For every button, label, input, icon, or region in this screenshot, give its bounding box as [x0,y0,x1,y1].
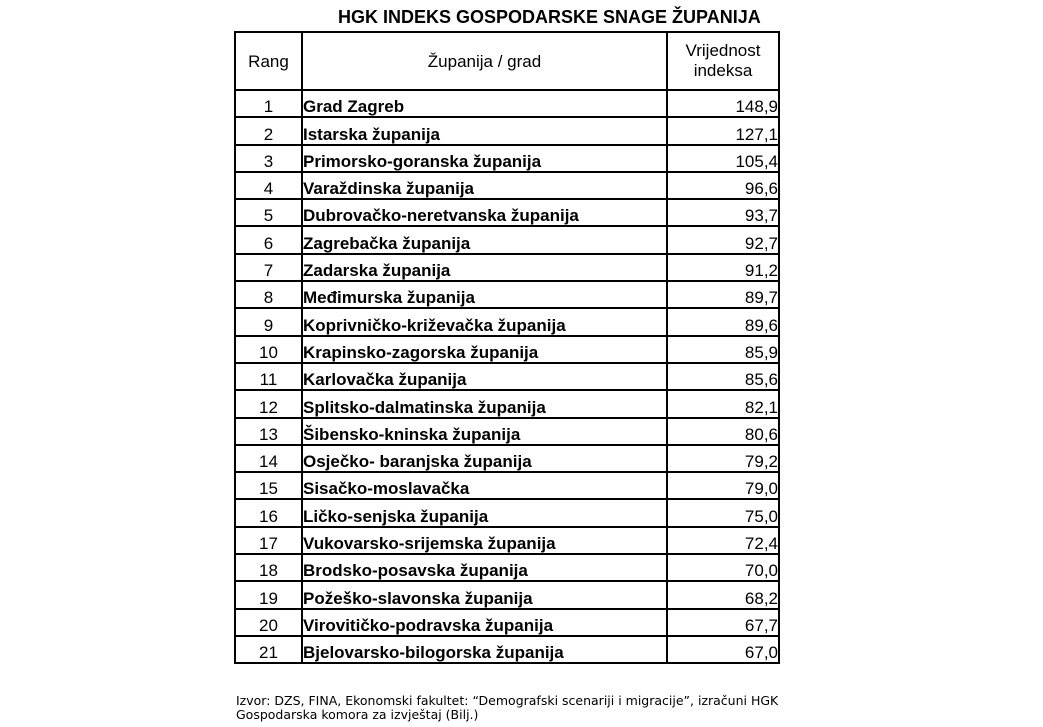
cell-name: Splitsko-dalmatinska županija [302,390,667,417]
cell-name: Sisačko-moslavačka [302,472,667,499]
cell-value: 75,0 [667,499,779,526]
table-row [235,554,779,581]
table-row [235,145,779,172]
cell-rank: 12 [235,390,302,417]
index-table [234,31,780,664]
cell-value: 91,2 [667,254,779,281]
table-row [235,581,779,608]
cell-name: Vukovarsko-srijemska županija [302,527,667,554]
table-row [235,336,779,363]
table-row [235,445,779,472]
cell-rank: 16 [235,499,302,526]
cell-value: 80,6 [667,418,779,445]
table-row [235,90,779,117]
source-note-line2 [236,707,479,722]
cell-name: Primorsko-goranska županija [302,145,667,172]
cell-rank: 11 [235,363,302,390]
cell-rank: 8 [235,281,302,308]
cell-rank: 7 [235,254,302,281]
cell-value: 82,1 [667,390,779,417]
cell-rank: 13 [235,418,302,445]
cell-rank: 4 [235,172,302,199]
cell-rank: 6 [235,226,302,253]
table-row [235,499,779,526]
cell-name: Međimurska županija [302,281,667,308]
cell-value: 67,7 [667,609,779,636]
cell-name: Osječko- baranjska županija [302,445,667,472]
cell-name: Varaždinska županija [302,172,667,199]
table-row [235,281,779,308]
header-name: Županija / grad [302,32,667,90]
cell-rank: 14 [235,445,302,472]
cell-rank: 20 [235,609,302,636]
cell-name: Brodsko-posavska županija [302,554,667,581]
header-value [667,32,779,90]
cell-rank: 10 [235,336,302,363]
cell-name: Grad Zagreb [302,90,667,117]
cell-value: 89,7 [667,281,779,308]
cell-name: Ličko-senjska županija [302,499,667,526]
cell-value: 93,7 [667,199,779,226]
page-title: HGK INDEKS GOSPODARSKE SNAGE ŽUPANIJA [338,7,761,27]
cell-name: Bjelovarsko-bilogorska županija [302,636,667,663]
table-row [235,226,779,253]
cell-name: Zagrebačka županija [302,226,667,253]
cell-rank: 5 [235,199,302,226]
source-note: Izvor: DZS, FINA, Ekonomski fakultet: “Demografski scenariji i migracije”, izračuni HGK [236,693,779,708]
cell-rank: 17 [235,527,302,554]
cell-value: 127,1 [667,117,779,144]
cell-name: Dubrovačko-neretvanska županija [302,199,667,226]
cell-value: 89,6 [667,308,779,335]
cell-name: Karlovačka županija [302,363,667,390]
cell-value: 70,0 [667,554,779,581]
header-value-line1: Vrijednost [685,40,761,60]
cell-value: 96,6 [667,172,779,199]
cell-name: Krapinsko-zagorska županija [302,336,667,363]
cell-value: 85,6 [667,363,779,390]
table-row [235,172,779,199]
cell-value: 72,4 [667,527,779,554]
cell-rank: 2 [235,117,302,144]
cell-rank: 1 [235,90,302,117]
cell-rank: 9 [235,308,302,335]
table-row [235,609,779,636]
table-row [235,418,779,445]
cell-name: Istarska županija [302,117,667,144]
cell-value: 68,2 [667,581,779,608]
cell-rank: 18 [235,554,302,581]
table-row [235,390,779,417]
table-header-row [235,32,779,90]
table-row [235,527,779,554]
cell-value: 105,4 [667,145,779,172]
cell-name: Koprivničko-križevačka županija [302,308,667,335]
table-body [235,90,779,663]
table-row [235,117,779,144]
cell-name: Virovitičko-podravska županija [302,609,667,636]
table-row [235,199,779,226]
cell-name: Šibensko-kninska županija [302,418,667,445]
table-row [235,308,779,335]
cell-value: 67,0 [667,636,779,663]
cell-value: 148,9 [667,90,779,117]
cell-rank: 19 [235,581,302,608]
source-note-line2-text: Gospodarska komora za izvještaj (Bilj.) [236,707,479,722]
cell-value: 85,9 [667,336,779,363]
cell-name: Požeško-slavonska županija [302,581,667,608]
table-row [235,472,779,499]
cell-value: 79,0 [667,472,779,499]
cell-value: 79,2 [667,445,779,472]
header-rank: Rang [235,32,302,90]
cell-name: Zadarska županija [302,254,667,281]
table-row [235,254,779,281]
table-row [235,363,779,390]
cell-value: 92,7 [667,226,779,253]
header-value-line2: indeksa [693,61,753,80]
cell-rank: 15 [235,472,302,499]
cell-rank: 21 [235,636,302,663]
table-row [235,636,779,663]
cell-rank: 3 [235,145,302,172]
